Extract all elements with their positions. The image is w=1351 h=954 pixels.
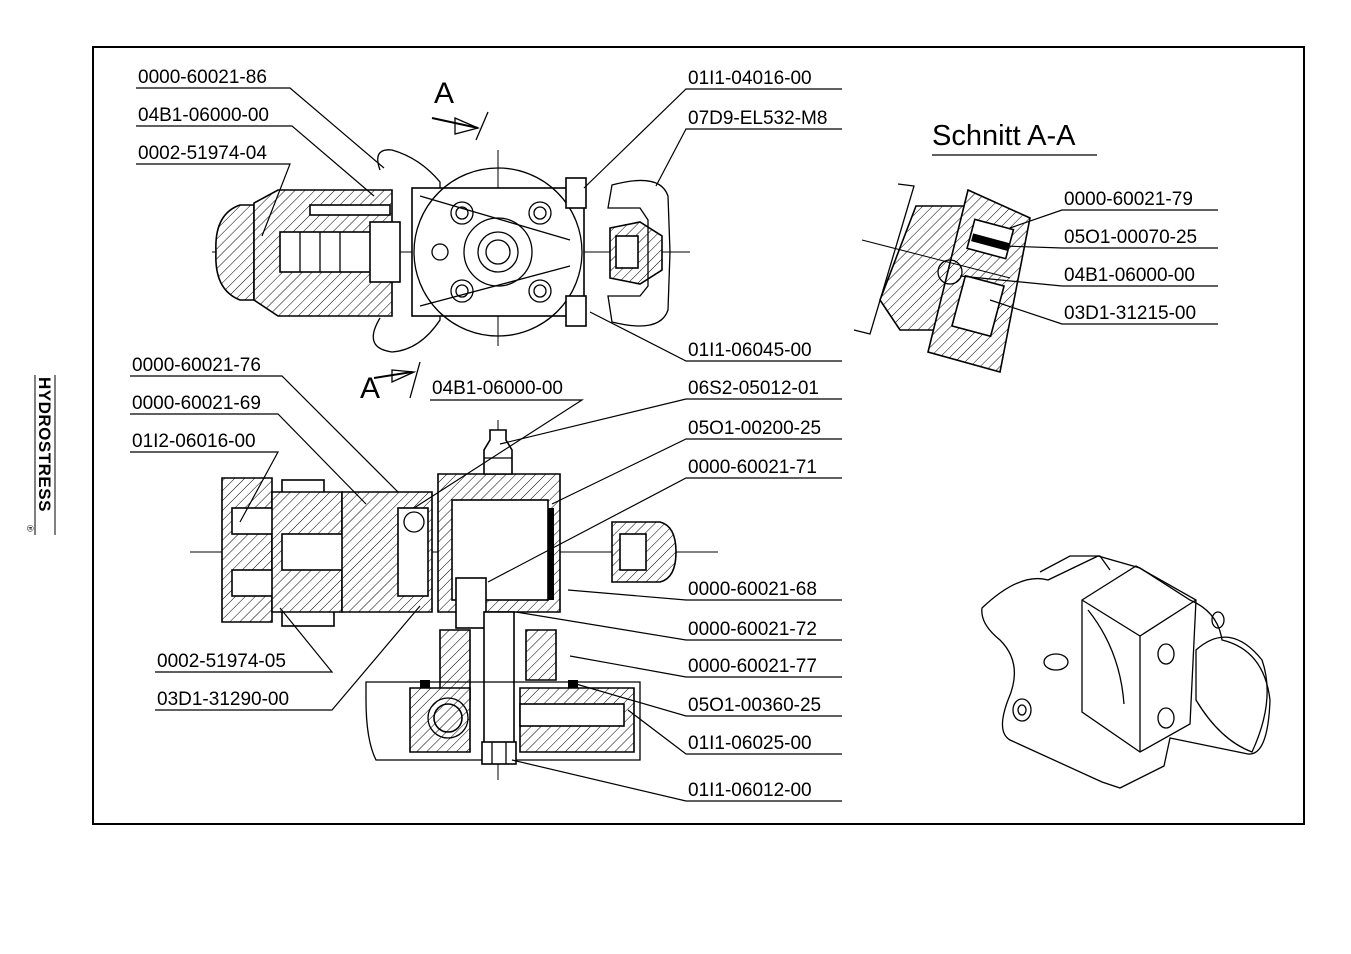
section-letter-top: A	[434, 77, 455, 110]
brand-name: HYDROSTRESS	[35, 377, 54, 512]
part-label: 05O1-00360-25	[688, 695, 822, 716]
part-label: 05O1-00200-25	[688, 418, 822, 439]
part-label: 0000-60021-76	[132, 355, 261, 376]
brand-logo	[25, 375, 55, 535]
part-label: 01I1-04016-00	[688, 68, 812, 89]
part-label: 0002-51974-04	[138, 143, 267, 164]
part-label: 0000-60021-86	[138, 67, 267, 88]
part-label: 07D9-EL532-M8	[688, 108, 828, 129]
part-label: 03D1-31215-00	[1064, 303, 1197, 324]
section-title: Schnitt A-A	[932, 120, 1076, 152]
part-label: 01I1-06045-00	[688, 340, 812, 361]
part-label: 0000-60021-69	[132, 393, 261, 414]
section-letter-bottom: A	[360, 372, 381, 405]
part-label: 04B1-06000-00	[432, 378, 563, 399]
part-label: 0000-60021-72	[688, 619, 817, 640]
part-label: 05O1-00070-25	[1064, 227, 1198, 248]
part-label: 0000-60021-77	[688, 656, 817, 677]
brand-registered-mark: ®	[25, 525, 35, 532]
part-label: 04B1-06000-00	[1064, 265, 1195, 286]
part-label: 0000-60021-71	[688, 457, 817, 478]
part-label: 01I1-06025-00	[688, 733, 812, 754]
part-label: 0002-51974-05	[157, 651, 286, 672]
part-labels	[132, 67, 1197, 801]
isometric-view	[982, 556, 1270, 788]
section-marker-top	[432, 77, 488, 140]
front-section-view	[190, 420, 718, 780]
part-label: 06S2-05012-01	[688, 378, 819, 399]
section-marker-bottom	[360, 362, 420, 405]
part-label: 0000-60021-79	[1064, 189, 1193, 210]
section-a-a-view	[854, 120, 1097, 372]
part-label: 0000-60021-68	[688, 579, 817, 600]
part-label: 01I1-06012-00	[688, 780, 812, 801]
part-label: 03D1-31290-00	[157, 689, 290, 710]
part-label: 01I2-06016-00	[132, 431, 256, 452]
part-label: 04B1-06000-00	[138, 105, 269, 126]
